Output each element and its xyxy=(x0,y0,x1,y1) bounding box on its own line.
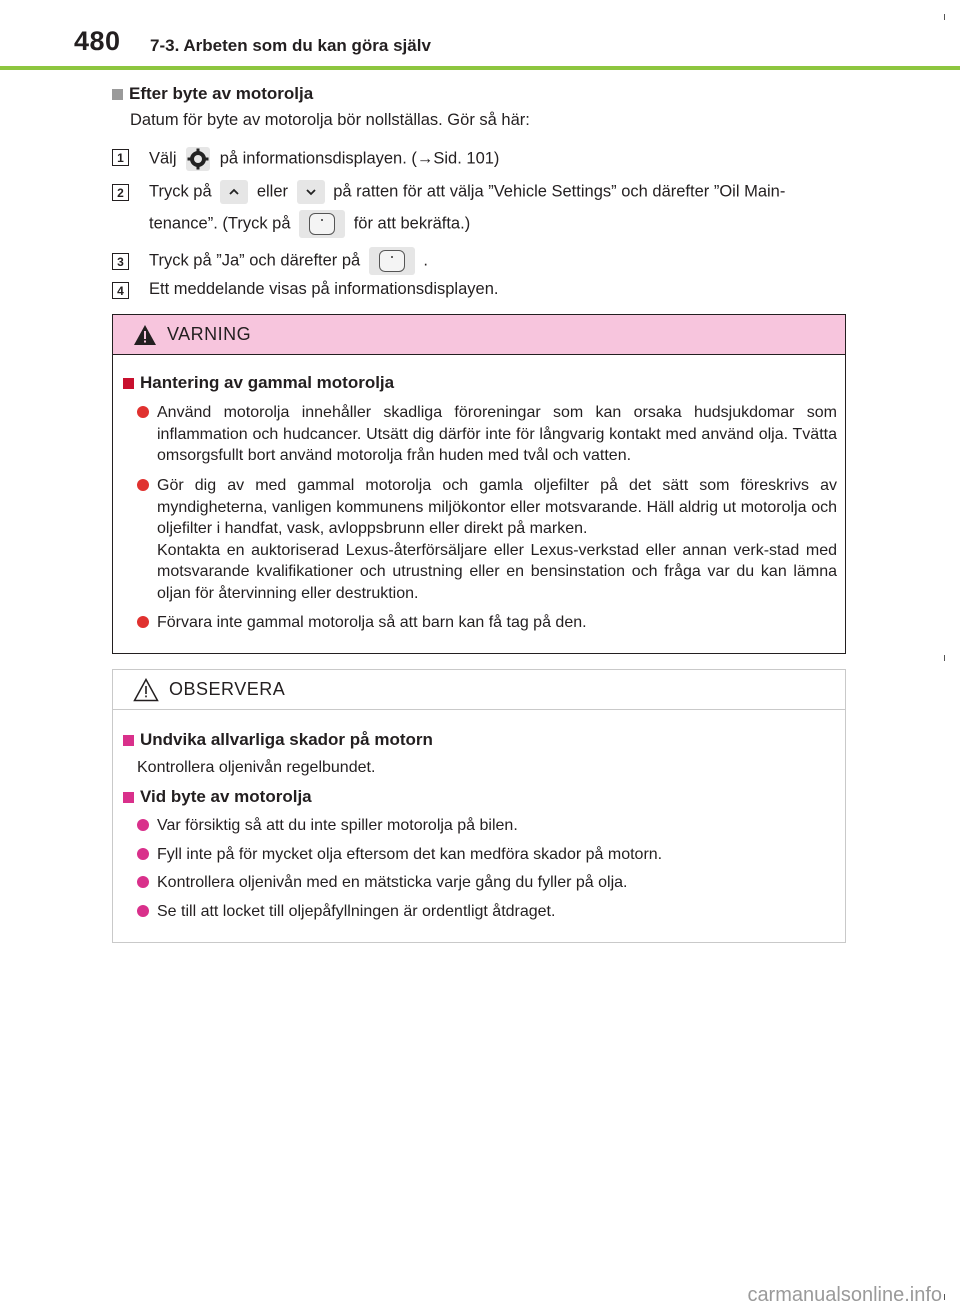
square-bullet-icon xyxy=(123,378,134,389)
warning-triangle-icon xyxy=(133,324,157,346)
notice-heading xyxy=(123,787,312,807)
bullet-dot-icon xyxy=(137,406,149,418)
warning-bullet: Använd motorolja innehåller skadliga föroreningar som kan orsaka hudsjukdomar som inflammation och hudcancer. Utsätt dig därför inte för långvarig kontakt med använd olja. Tvätta omsorgsfullt bort använd motorolja från huden med tvål och vatten. xyxy=(137,402,837,467)
section-heading xyxy=(112,84,844,104)
square-bullet-icon xyxy=(112,89,123,100)
crop-mark xyxy=(944,655,945,661)
notice-title: OBSERVERA xyxy=(169,679,286,699)
step-text-post: på informationsdisplayen. (→Sid. 101) xyxy=(219,149,500,168)
bullet-dot-icon xyxy=(137,848,149,860)
ok-button-icon xyxy=(299,210,345,238)
notice-bullet: Se till att locket till oljepåfyllningen är ordentligt åtdraget. xyxy=(137,901,837,923)
step-text: tenance”. (Tryck på xyxy=(149,214,291,233)
notice-box xyxy=(112,669,846,943)
watermark: carmanualsonline.info xyxy=(747,1284,942,1306)
settings-gear-icon xyxy=(185,147,211,171)
section-heading-text: Efter byte av motorolja xyxy=(129,84,314,103)
warning-bullet: Gör dig av med gammal motorolja och gamla oljefilter på det sätt som föreskrivs av myndigheterna, vanligen kommunens miljökontor eller motsvarande. Häll aldrig ut motorolja och oljefilter i handfat, vask, avloppsbrunn eller direkt på marken. Kontakta en auktoriserad Lexus-återförsäljare eller Lexus-verkstad eller annan verk-stad med motsvarande kvalifikationer och utrustning eller en bensinstation och fråga var du kan lämna oljan för återvinning eller destruktion. xyxy=(137,475,837,604)
step-text: Ett meddelande visas på informationsdisplayen. xyxy=(149,280,499,298)
step-text-post: på ratten för att välja ”Vehicle Settings” och därefter ”Oil Main- xyxy=(333,182,786,201)
warning-heading xyxy=(123,373,394,393)
bullet-dot-icon xyxy=(137,876,149,888)
bullet-dot-icon xyxy=(137,616,149,628)
notice-heading xyxy=(123,730,433,750)
step-text: Välj xyxy=(149,149,177,168)
bullet-dot-icon xyxy=(137,479,149,491)
notice-bullet: Var försiktig så att du inte spiller motorolja på bilen. xyxy=(137,815,837,837)
step-number: 2 xyxy=(112,184,129,201)
bullet-dot-icon xyxy=(137,819,149,831)
notice-bullet: Kontrollera oljenivån med en mätsticka varje gång du fyller på olja. xyxy=(137,872,837,894)
step-text: Tryck på xyxy=(149,182,212,201)
step-number: 4 xyxy=(112,282,129,299)
warning-header xyxy=(113,315,845,355)
step-number: 3 xyxy=(112,253,129,270)
caution-triangle-icon xyxy=(133,678,159,702)
notice-heading-text: Vid byte av motorolja xyxy=(140,787,312,806)
step-text-post: . xyxy=(423,251,429,270)
section-intro: Datum för byte av motorolja bör nollställas. Gör så här: xyxy=(130,111,530,129)
step-number: 1 xyxy=(112,149,129,166)
warning-title: VARNING xyxy=(167,324,252,344)
step-text-mid: eller xyxy=(256,182,289,201)
warning-bullet: Förvara inte gammal motorolja så att barn kan få tag på den. xyxy=(137,612,837,634)
chevron-up-icon xyxy=(220,180,248,204)
chevron-down-icon xyxy=(297,180,325,204)
warning-bullet-continued: Kontakta en auktoriserad Lexus-återförsäljare eller Lexus-verkstad eller annan verk-stad med motsvarande kvalifikationer och utrustning eller en bensinstation och fråga var du kan lämna oljan för återvinning eller destruktion. xyxy=(157,541,837,602)
crop-mark xyxy=(944,1294,945,1300)
warning-box xyxy=(112,314,846,654)
oil-change-section xyxy=(112,84,844,104)
square-bullet-icon xyxy=(123,792,134,803)
ok-button-icon xyxy=(369,247,415,275)
page-number: 480 xyxy=(74,26,121,56)
notice-text: Kontrollera oljenivån regelbundet. xyxy=(137,759,376,776)
page-header xyxy=(0,0,960,72)
notice-bullet: Fyll inte på för mycket olja eftersom det kan medföra skador på motorn. xyxy=(137,844,837,866)
header-rule xyxy=(0,66,960,70)
chapter-title: 7-3. Arbeten som du kan göra själv xyxy=(150,36,431,55)
notice-heading-text: Undvika allvarliga skador på motorn xyxy=(140,730,433,749)
warning-heading-text: Hantering av gammal motorolja xyxy=(140,373,395,392)
crop-mark xyxy=(944,14,945,20)
step-text: Tryck på ”Ja” och därefter på xyxy=(149,251,361,270)
notice-header xyxy=(113,670,845,710)
bullet-dot-icon xyxy=(137,905,149,917)
step-text-post: för att bekräfta.) xyxy=(353,214,471,233)
square-bullet-icon xyxy=(123,735,134,746)
